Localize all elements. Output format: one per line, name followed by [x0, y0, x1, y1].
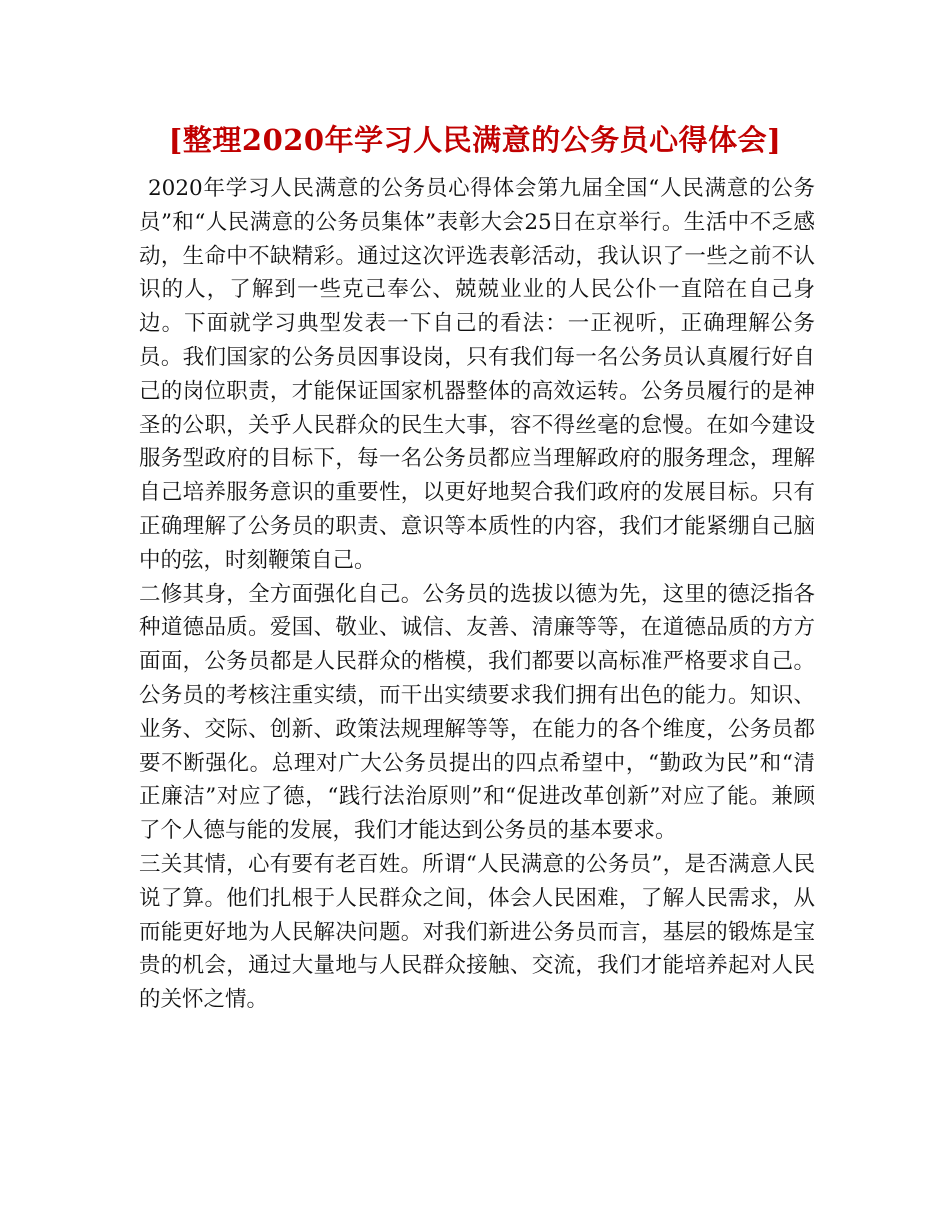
document-title: [整理2020年学习人民满意的公务员心得体会]	[168, 123, 782, 157]
document-body	[139, 172, 815, 1017]
paragraph-2: 二修其身，全方面强化自己。公务员的选拔以德为先，这里的德泛指各种道德品质。爱国、敬业、诚信、友善、清廉等等，在道德品质的方方面面，公务员都是人民群众的楷模，我们都要以高标准严格要求自己。公务员的考核注重实绩，而干出实绩要求我们拥有出色的能力。知识、业务、交际、创新、政策法规理解等等，在能力的各个维度，公务员都要不断强化。总理对广大公务员提出的四点希望中，“勤政为民”和“清正廉洁”对应了德，“践行法治原则”和“促进改革创新”对应了能。兼顾了个人德与能的发展，我们才能达到公务员的基本要求。	[139, 581, 815, 844]
paragraph-1: 2020年学习人民满意的公务员心得体会第九届全国“人民满意的公务员”和“人民满意的公务员集体”表彰大会25日在京举行。生活中不乏感动，生命中不缺精彩。通过这次评选表彰活动，我认识了一些之前不认识的人，了解到一些克己奉公、兢兢业业的人民公仆一直陪在自己身边。下面就学习典型发表一下自己的看法：一正视听，正确理解公务员。我们国家的公务员因事设岗，只有我们每一名公务员认真履行好自己的岗位职责，才能保证国家机器整体的高效运转。公务员履行的是神圣的公职，关乎人民群众的民生大事，容不得丝毫的怠慢。在如今建设服务型政府的目标下，每一名公务员都应当理解政府的服务理念，理解自己培养服务意识的重要性，以更好地契合我们政府的发展目标。只有正确理解了公务员的职责、意识等本质性的内容，我们才能紧绷自己脑中的弦，时刻鞭策自己。	[139, 176, 815, 573]
paragraph-3: 三关其情，心有要有老百姓。所谓“人民满意的公务员”，是否满意人民说了算。他们扎根于人民群众之间，体会人民困难，了解人民需求，从而能更好地为人民解决问题。对我们新进公务员而言，基层的锻炼是宝贵的机会，通过大量地与人民群众接触、交流，我们才能培养起对人民的关怀之情。	[139, 851, 815, 1013]
